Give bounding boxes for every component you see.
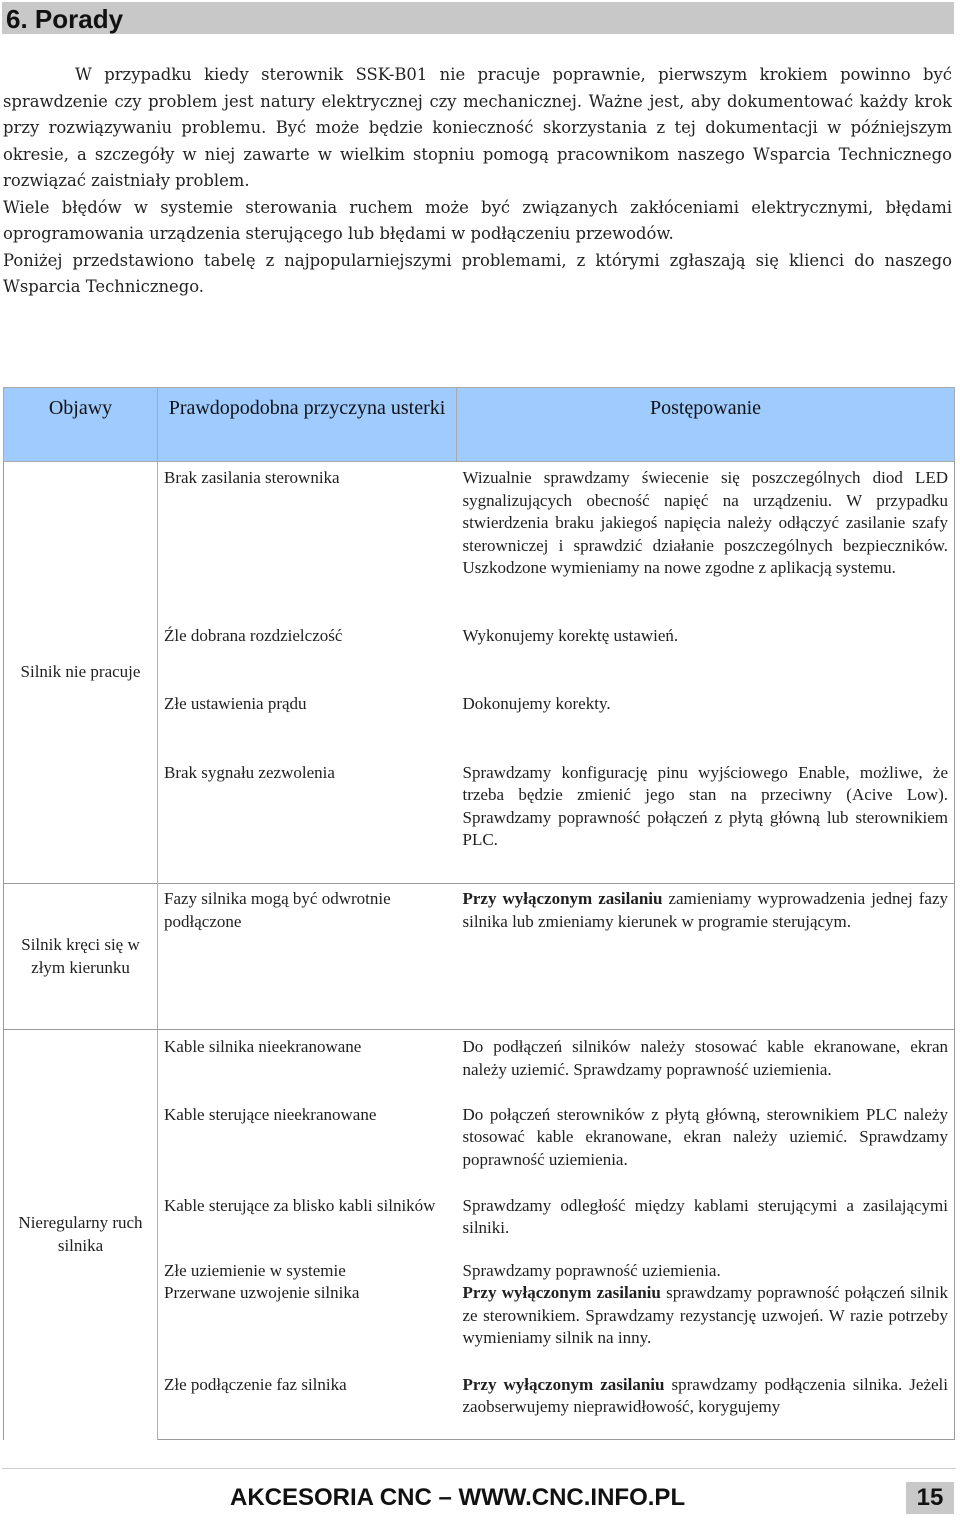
action-emphasis: Przy wyłączonym zasilaniu (462, 1374, 665, 1394)
action-text: sprawdzamy poprawność połączeń silnik ze sterownikiem. Sprawdzamy rezystancję uzwojeń. W razie potrzeby wymieniamy silnik na inny. (462, 1283, 949, 1348)
cause-cell: Brak sygnału zezwolenia (158, 760, 457, 884)
action-emphasis: Przy wyłączonym zasilaniu (462, 1283, 661, 1303)
action-cell: Sprawdzamy konfigurację pinu wyjściowego Enable, możliwe, że trzeba będzie zmienić jego stan na przeciwny (Acive Low). Sprawdzamy poprawność połączeń z płytą główną lub sterownikiem PLC. (457, 760, 955, 884)
header-cause: Prawdopodobna przyczyna usterki (158, 388, 457, 462)
cause-cell: Kable sterujące za blisko kabli silników (164, 1195, 436, 1215)
symptom-cell: Silnik nie pracuje (4, 462, 158, 884)
symptom-cell: Silnik kręci się w złym kierunku (4, 884, 158, 1030)
footer-divider (2, 1468, 956, 1469)
cause-cell: Źle dobrana rozdzielczość (164, 625, 343, 645)
action-emphasis: Przy wyłączonym zasilaniu (462, 889, 663, 908)
cause-cell: Złe podłączenie faz silnika (158, 1373, 457, 1440)
table-row (4, 462, 955, 621)
cause-cell: Fazy silnika mogą być odwrotnie podłączone (158, 884, 457, 1030)
cause-line: Złe uziemienie w systemie (164, 1260, 346, 1280)
action-line (463, 1282, 949, 1350)
section-header (2, 2, 954, 34)
cause-cell: Kable sterujące nieekranowane (164, 1104, 377, 1124)
action-cell (457, 1373, 955, 1440)
action-cell: Sprawdzamy odległość między kablami sterującymi a zasilającymi silniki. (457, 1190, 955, 1258)
cause-cell: Brak zasilania sterownika (158, 462, 457, 621)
action-text: zamieniamy wyprowadzenia jednej fazy silnika lub zmieniamy kierunek w programie sterującym. (462, 889, 948, 931)
action-line: Sprawdzamy poprawność uziemienia. (462, 1260, 721, 1280)
action-text: sprawdzamy podłączenia silnika. Jeżeli zaobserwujemy nieprawidłowość, korygujemy (462, 1374, 949, 1417)
action-cell (457, 1258, 955, 1373)
cause-line: Przerwane uzwojenie silnika (164, 1283, 360, 1303)
intro-paragraph-1: W przypadku kiedy sterownik SSK-B01 nie pracuje poprawnie, pierwszym krokiem powinno być sprawdzenie czy problem jest natury elektrycznej czy mechanicznej. Ważne jest, aby dokumentować każdy krok przy rozwiązywaniu problemu. Być może będzie konieczność skorzystania z tej dokumentacji w późniejszym okresie, a szczegóły w niej zawarte w wielkim stopniu pomogą pracownikom naszego Wsparcia Technicznego rozwiązać zaistniały problem. (3, 65, 952, 190)
action-cell: Dokonujemy korekty. (457, 692, 955, 760)
action-cell: Do podłączeń silników należy stosować kable ekranowane, ekran należy uziemić. Sprawdzamy poprawność uziemienia. (457, 1030, 955, 1098)
action-cell: Wizualnie sprawdzamy świecenie się poszczególnych diod LED sygnalizujących obecność napięć na urządzeniu. W przypadku stwierdzenia braku jakiegoś napięcia należy odłączyć zasilanie szafy sterowniczej i sprawdzić działanie poszczególnych bezpieczników. Uszkodzone wymieniamy na nowe zgodne z aplikacją systemu. (457, 462, 955, 621)
section-title: 6. Porady (6, 4, 124, 34)
intro-paragraph-2: Wiele błędów w systemie sterowania ruchem może być związanych zakłóceniami elektrycznymi, błędami oprogramowania urządzenia sterującego lub błędami w podłączeniu przewodów. (3, 197, 952, 243)
action-cell: Do połączeń sterowników z płytą główną, sterownikiem PLC należy stosować kable ekranowane, ekran należy uziemić. Sprawdzamy poprawność uziemienia. (457, 1098, 955, 1190)
cause-cell (158, 1258, 457, 1373)
table-row (4, 1030, 955, 1098)
cause-cell: Kable silnika nieekranowane (158, 1030, 457, 1098)
header-symptom: Objawy (4, 388, 158, 462)
troubleshooting-table (3, 387, 955, 1440)
table-header-row (4, 388, 955, 462)
table-row (4, 884, 955, 1030)
footer-brand: AKCESORIA CNC – WWW.CNC.INFO.PL (230, 1484, 686, 1511)
intro-paragraph-3: Poniżej przedstawiono tabelę z najpopularniejszymi problemami, z którymi zgłaszają się klienci do naszego Wsparcia Technicznego. (3, 250, 952, 296)
page-number: 15 (906, 1482, 954, 1514)
action-cell (457, 884, 955, 1030)
cause-cell: Złe ustawienia prądu (164, 693, 307, 713)
header-action: Postępowanie (457, 388, 955, 462)
intro-text (3, 62, 952, 301)
symptom-cell: Nieregularny ruch silnika (4, 1030, 158, 1440)
action-cell: Wykonujemy korektę ustawień. (457, 621, 955, 692)
